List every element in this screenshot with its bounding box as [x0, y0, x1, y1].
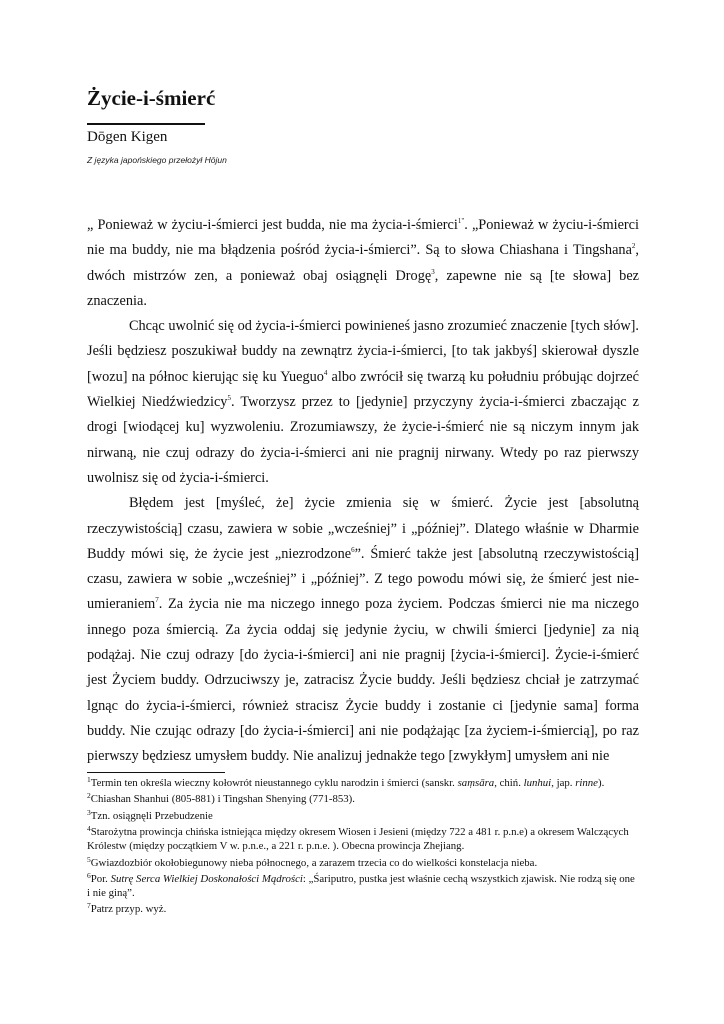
footnote-text: Gwiazdozbiór okołobiegunowy nieba północnego, a zarazem trzecia co do wielkości konstelacja nieba. [90, 856, 538, 869]
footnote-marker: 1 [457, 217, 462, 226]
paragraph-text: . Tworzysz przez to [jedynie] przyczyny życia-i-śmierci zbaczając z drogi [wiodącej ku] wyzwoleniu. Zrozumiawszy, że życie-i-śmierć nie są niczym innym jak nirwaną, nie czuj odrazy do życia-i-śmierci ani nie pragnij nirwany. Wtedy po raz pierwszy uwolnisz się od życia-i-śmierci. [87, 394, 639, 486]
footnote [87, 792, 639, 806]
footnote [87, 809, 639, 823]
paragraph [87, 491, 639, 769]
footnote [87, 776, 639, 790]
footnotes [87, 776, 639, 919]
footnote-text: Sutrę Serca Wielkiej Doskonałości Mądrości [110, 872, 303, 885]
footnote-text: ). [597, 777, 605, 789]
paragraph-text: , zapewne nie są [te słowa] bez znaczenia. [87, 267, 640, 309]
footnote-marker: 5 [227, 394, 231, 403]
paragraph-text: albo zwrócił się twarzą ku południu próbując dojrzeć Wielkiej Niedźwiedzicy [87, 368, 639, 411]
footnote-number: 5 [87, 854, 91, 864]
footnote-text: lunhui [523, 777, 552, 789]
footnote-number: 1 [87, 775, 91, 784]
footnote-marker: 4 [323, 369, 328, 378]
footnote-number: 3 [87, 807, 91, 817]
footnote [87, 872, 639, 900]
paragraph-text: , dwóch mistrzów zen, a ponieważ obaj osiągnęli Drogę [87, 242, 639, 284]
author-name: Dōgen Kigen [87, 129, 168, 145]
paragraph-text: . Za życia nie ma niczego innego poza życiem. Podczas śmierci nie ma niczego innego poza śmiercią. Za życia oddaj się jedynie życiu, w chwili śmierci [jedynie] za nią podążaj. Nie czuj odrazy [do życia-i-śmierci] ani nie pragnij [życia-i-śmierci]. Życie-i-śmierć jest Życiem buddy. Odrzuciwszy je, zatracisz Życie buddy. Jeśli będziesz chciał je zatrzymać lgnąc do życia-i-śmierci, również stracisz Życie buddy i zostanie ci [jedynie sama] forma buddy. Nie czując odrazy [do życia-i-śmierci] ani nie podążając [za życiem-i-śmiercią], po raz pierwszy będziesz umysłem buddy. Nie analizuj jednakże tego [zwykłym] umysłem ani nie [87, 596, 639, 765]
footnote-number: 6 [87, 870, 91, 880]
page-title: Życie-i-śmierć [87, 86, 216, 110]
footnote [87, 825, 639, 853]
paragraph-text: Błędem jest [myśleć, że] życie zmienia się w śmierć. Życie jest [absolutną rzeczywistością] czasu, zawiera w sobie „wcześniej” i „później”. Dlatego właśnie w Dharmie Buddy mówi się, że życie jest „niezrodzone [87, 495, 639, 562]
footnote-text: Starożytna prowincja chińska istniejąca między okresem Wiosen i Jesieni (między 722 a 481 r. p.n.e) a okresem Walczących Królestw (między początkiem V w. p.n.e., a 221 r. p.n.e. ). Obecna prowincja Zhejiang. [87, 826, 629, 853]
footnote-marker: " [461, 217, 465, 226]
translator-credit: Z języka japońskiego przełożył Hōjun [87, 155, 227, 165]
footnote-text: , chiń. [494, 777, 524, 789]
footnote-number: 4 [87, 824, 91, 834]
footnote-text: Patrz przyp. wyż. [90, 903, 167, 916]
title-underline [87, 123, 205, 125]
footnote-number: 2 [87, 791, 91, 801]
footnote-separator [87, 772, 225, 773]
footnote-text: Por. [90, 872, 111, 885]
paragraph-text: Chcąc uwolnić się od życia-i-śmierci powinieneś jasno zrozumieć znaczenie [tych słów]. Jeśli będziesz poszukiwał buddy na zewnątrz życia-i-śmierci, [to tak jakbyś] skierował dyszle [wozu] na północ kierując się ku Yueguo [87, 318, 639, 385]
main-text [87, 213, 639, 770]
paragraph [87, 314, 639, 491]
footnote-number: 7 [87, 901, 91, 911]
footnote-text: Chiashan Shanhui (805-881) i Tingshan Shenying (771-853). [90, 793, 355, 806]
footnote-marker: 2 [631, 242, 636, 251]
footnote [87, 856, 639, 870]
footnote-text: : „Śariputro, pustka jest właśnie cechą wszystkich zjawisk. Nie rodzą się one i nie giną”. [87, 872, 635, 899]
footnote-text: Tzn. osiągnęli Przebudzenie [90, 809, 213, 822]
footnote-text: rinne [575, 777, 598, 789]
footnote-marker: 7 [155, 596, 159, 605]
paragraph [87, 213, 639, 314]
paragraph-text: ”. Śmierć także jest [absolutną rzeczywistością] czasu, zawiera w sobie „wcześniej” i „później”. Z tego powodu mówi się, że śmierć jest nie-umieraniem [87, 545, 639, 613]
paragraph-text: „ Ponieważ w życiu-i-śmierci jest budda, nie ma życia-i-śmierci [87, 217, 458, 233]
footnote [87, 902, 639, 916]
footnote-marker: 3 [431, 267, 435, 276]
footnote-text: saṃsāra [457, 777, 495, 789]
footnote-marker: 6 [351, 546, 355, 555]
paragraph-text: . „Ponieważ w życiu-i-śmierci nie ma buddy, nie ma błądzenia pośród życia-i-śmierci”. Są to słowa Chiashana i Tingshana [87, 217, 639, 259]
footnote-text: Termin ten określa wieczny kołowrót nieustannego cyklu narodzin i śmierci (sanskr. [90, 777, 458, 789]
footnote-text: , jap. [551, 777, 576, 789]
